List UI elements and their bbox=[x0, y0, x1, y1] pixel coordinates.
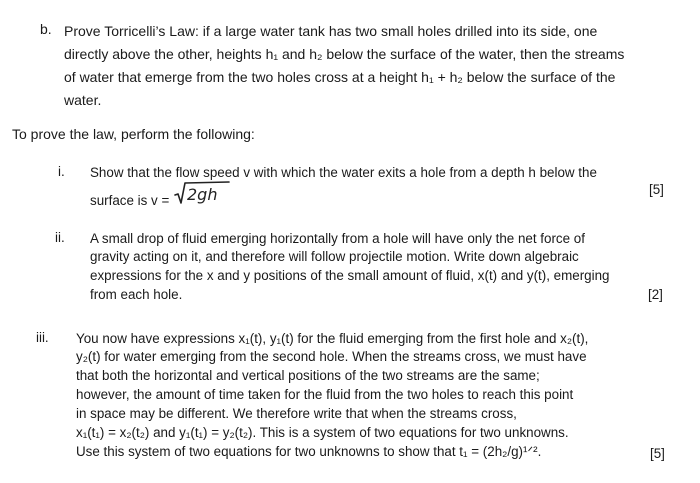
item-ii-line-2: gravity acting on it, and therefore will follow projectile motion. Write down algebraic bbox=[90, 249, 579, 264]
item-i-line-2 bbox=[90, 181, 230, 209]
item-ii-line-3: expressions for the x and y positions of the small amount of fluid, x(t) and y(t), emerging bbox=[90, 268, 610, 283]
item-iii-line-3: that both the horizontal and vertical positions of the two streams are the same; bbox=[76, 368, 540, 383]
item-ii-label: ii. bbox=[55, 230, 65, 245]
item-iii-line-1: You now have expressions x₁(t), y₁(t) for the fluid emerging from the first hole and x₂(t), bbox=[76, 331, 589, 346]
part-b-label: b. bbox=[40, 21, 52, 37]
part-b-line-4: water. bbox=[64, 92, 102, 108]
item-ii-marks: [2] bbox=[648, 287, 663, 302]
part-b-line-3: of water that emerge from the two holes cross at a height h₁ + h₂ below the surface of the bbox=[64, 69, 616, 85]
item-iii-line-2: y₂(t) for water emerging from the second hole. When the streams cross, we must have bbox=[76, 349, 587, 364]
item-iii-label: iii. bbox=[36, 330, 49, 345]
part-b-line-1: Prove Torricelli’s Law: if a large water tank has two small holes drilled into its side, one bbox=[64, 23, 598, 39]
item-ii-line-4: from each hole. bbox=[90, 287, 183, 302]
item-i-line-1: Show that the flow speed v with which the water exits a hole from a depth h below the bbox=[90, 165, 597, 180]
item-iii-line-5: in space may be different. We therefore write that when the streams cross, bbox=[76, 406, 517, 421]
item-iii-line-7: Use this system of two equations for two unknowns to show that t₁ = (2h₂/g)¹ᐟ². bbox=[76, 444, 542, 459]
handwritten-text: 2gh bbox=[187, 185, 218, 204]
handwritten-root-2gh bbox=[174, 181, 230, 209]
intro-text: To prove the law, perform the following: bbox=[12, 126, 255, 142]
item-i-label: i. bbox=[58, 164, 65, 179]
item-iii-line-4: however, the amount of time taken for the fluid from the two holes to reach this point bbox=[76, 387, 574, 402]
handwritten-root-svg bbox=[174, 181, 230, 205]
item-iii-line-6: x₁(t₁) = x₂(t₂) and y₁(t₁) = y₂(t₂). This is a system of two equations for two unknowns. bbox=[76, 425, 569, 440]
item-iii-marks: [5] bbox=[650, 446, 665, 461]
item-i-line-2-text: surface is v = bbox=[90, 193, 170, 208]
item-ii-line-1: A small drop of fluid emerging horizontally from a hole will have only the net force of bbox=[90, 231, 585, 246]
item-i-marks: [5] bbox=[649, 182, 664, 197]
part-b-line-2: directly above the other, heights h₁ and h₂ below the surface of the water, then the streams bbox=[64, 46, 625, 62]
